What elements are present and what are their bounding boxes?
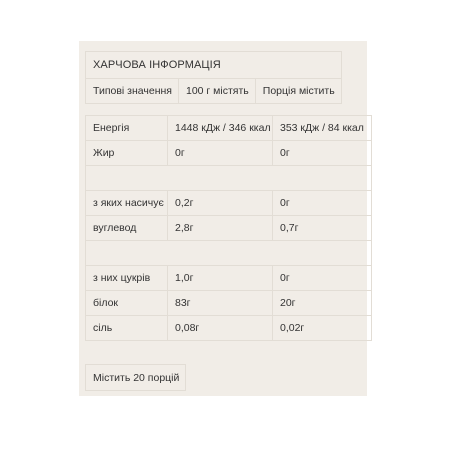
value-per-serving: 0,7г: [273, 216, 372, 241]
column-per-100g: 100 г містять: [179, 79, 256, 104]
nutrient-name: сіль: [86, 316, 168, 341]
table-row: [86, 116, 372, 141]
value-per-serving: 0г: [273, 266, 372, 291]
nutrition-header-table: [85, 51, 342, 104]
nutrient-name: Енергія: [86, 116, 168, 141]
servings-footer-table: [85, 364, 186, 391]
nutrient-name: Жир: [86, 141, 168, 166]
table-row: [86, 191, 372, 216]
empty-row: [86, 241, 372, 266]
column-typical-values: Типові значення: [86, 79, 179, 104]
value-per-100g: 0г: [168, 141, 273, 166]
nutrient-name: з них цукрів: [86, 266, 168, 291]
header-columns-row: [86, 79, 342, 104]
servings-row: [86, 365, 186, 391]
value-per-serving: 0г: [273, 141, 372, 166]
empty-row: [86, 166, 372, 191]
table-row: [86, 141, 372, 166]
nutrient-name: вуглевод: [86, 216, 168, 241]
value-per-serving: 0г: [273, 191, 372, 216]
value-per-100g: 0,08г: [168, 316, 273, 341]
nutrition-title: ХАРЧОВА ІНФОРМАЦІЯ: [86, 52, 342, 79]
table-row: [86, 166, 372, 191]
value-per-100g: 2,8г: [168, 216, 273, 241]
nutrient-name: білок: [86, 291, 168, 316]
value-per-100g: 1,0г: [168, 266, 273, 291]
table-row: [86, 266, 372, 291]
value-per-serving: 0,02г: [273, 316, 372, 341]
servings-count: Містить 20 порцій: [86, 365, 186, 391]
table-row: [86, 316, 372, 341]
nutrient-name: з яких насичує: [86, 191, 168, 216]
value-per-100g: 1448 кДж / 346 ккал: [168, 116, 273, 141]
table-row: [86, 291, 372, 316]
value-per-100g: 83г: [168, 291, 273, 316]
nutrition-values-table: [85, 115, 372, 341]
value-per-serving: 20г: [273, 291, 372, 316]
value-per-serving: 353 кДж / 84 ккал: [273, 116, 372, 141]
value-per-100g: 0,2г: [168, 191, 273, 216]
table-row: [86, 216, 372, 241]
table-row: [86, 241, 372, 266]
header-title-row: [86, 52, 342, 79]
column-per-serving: Порція містить: [255, 79, 341, 104]
